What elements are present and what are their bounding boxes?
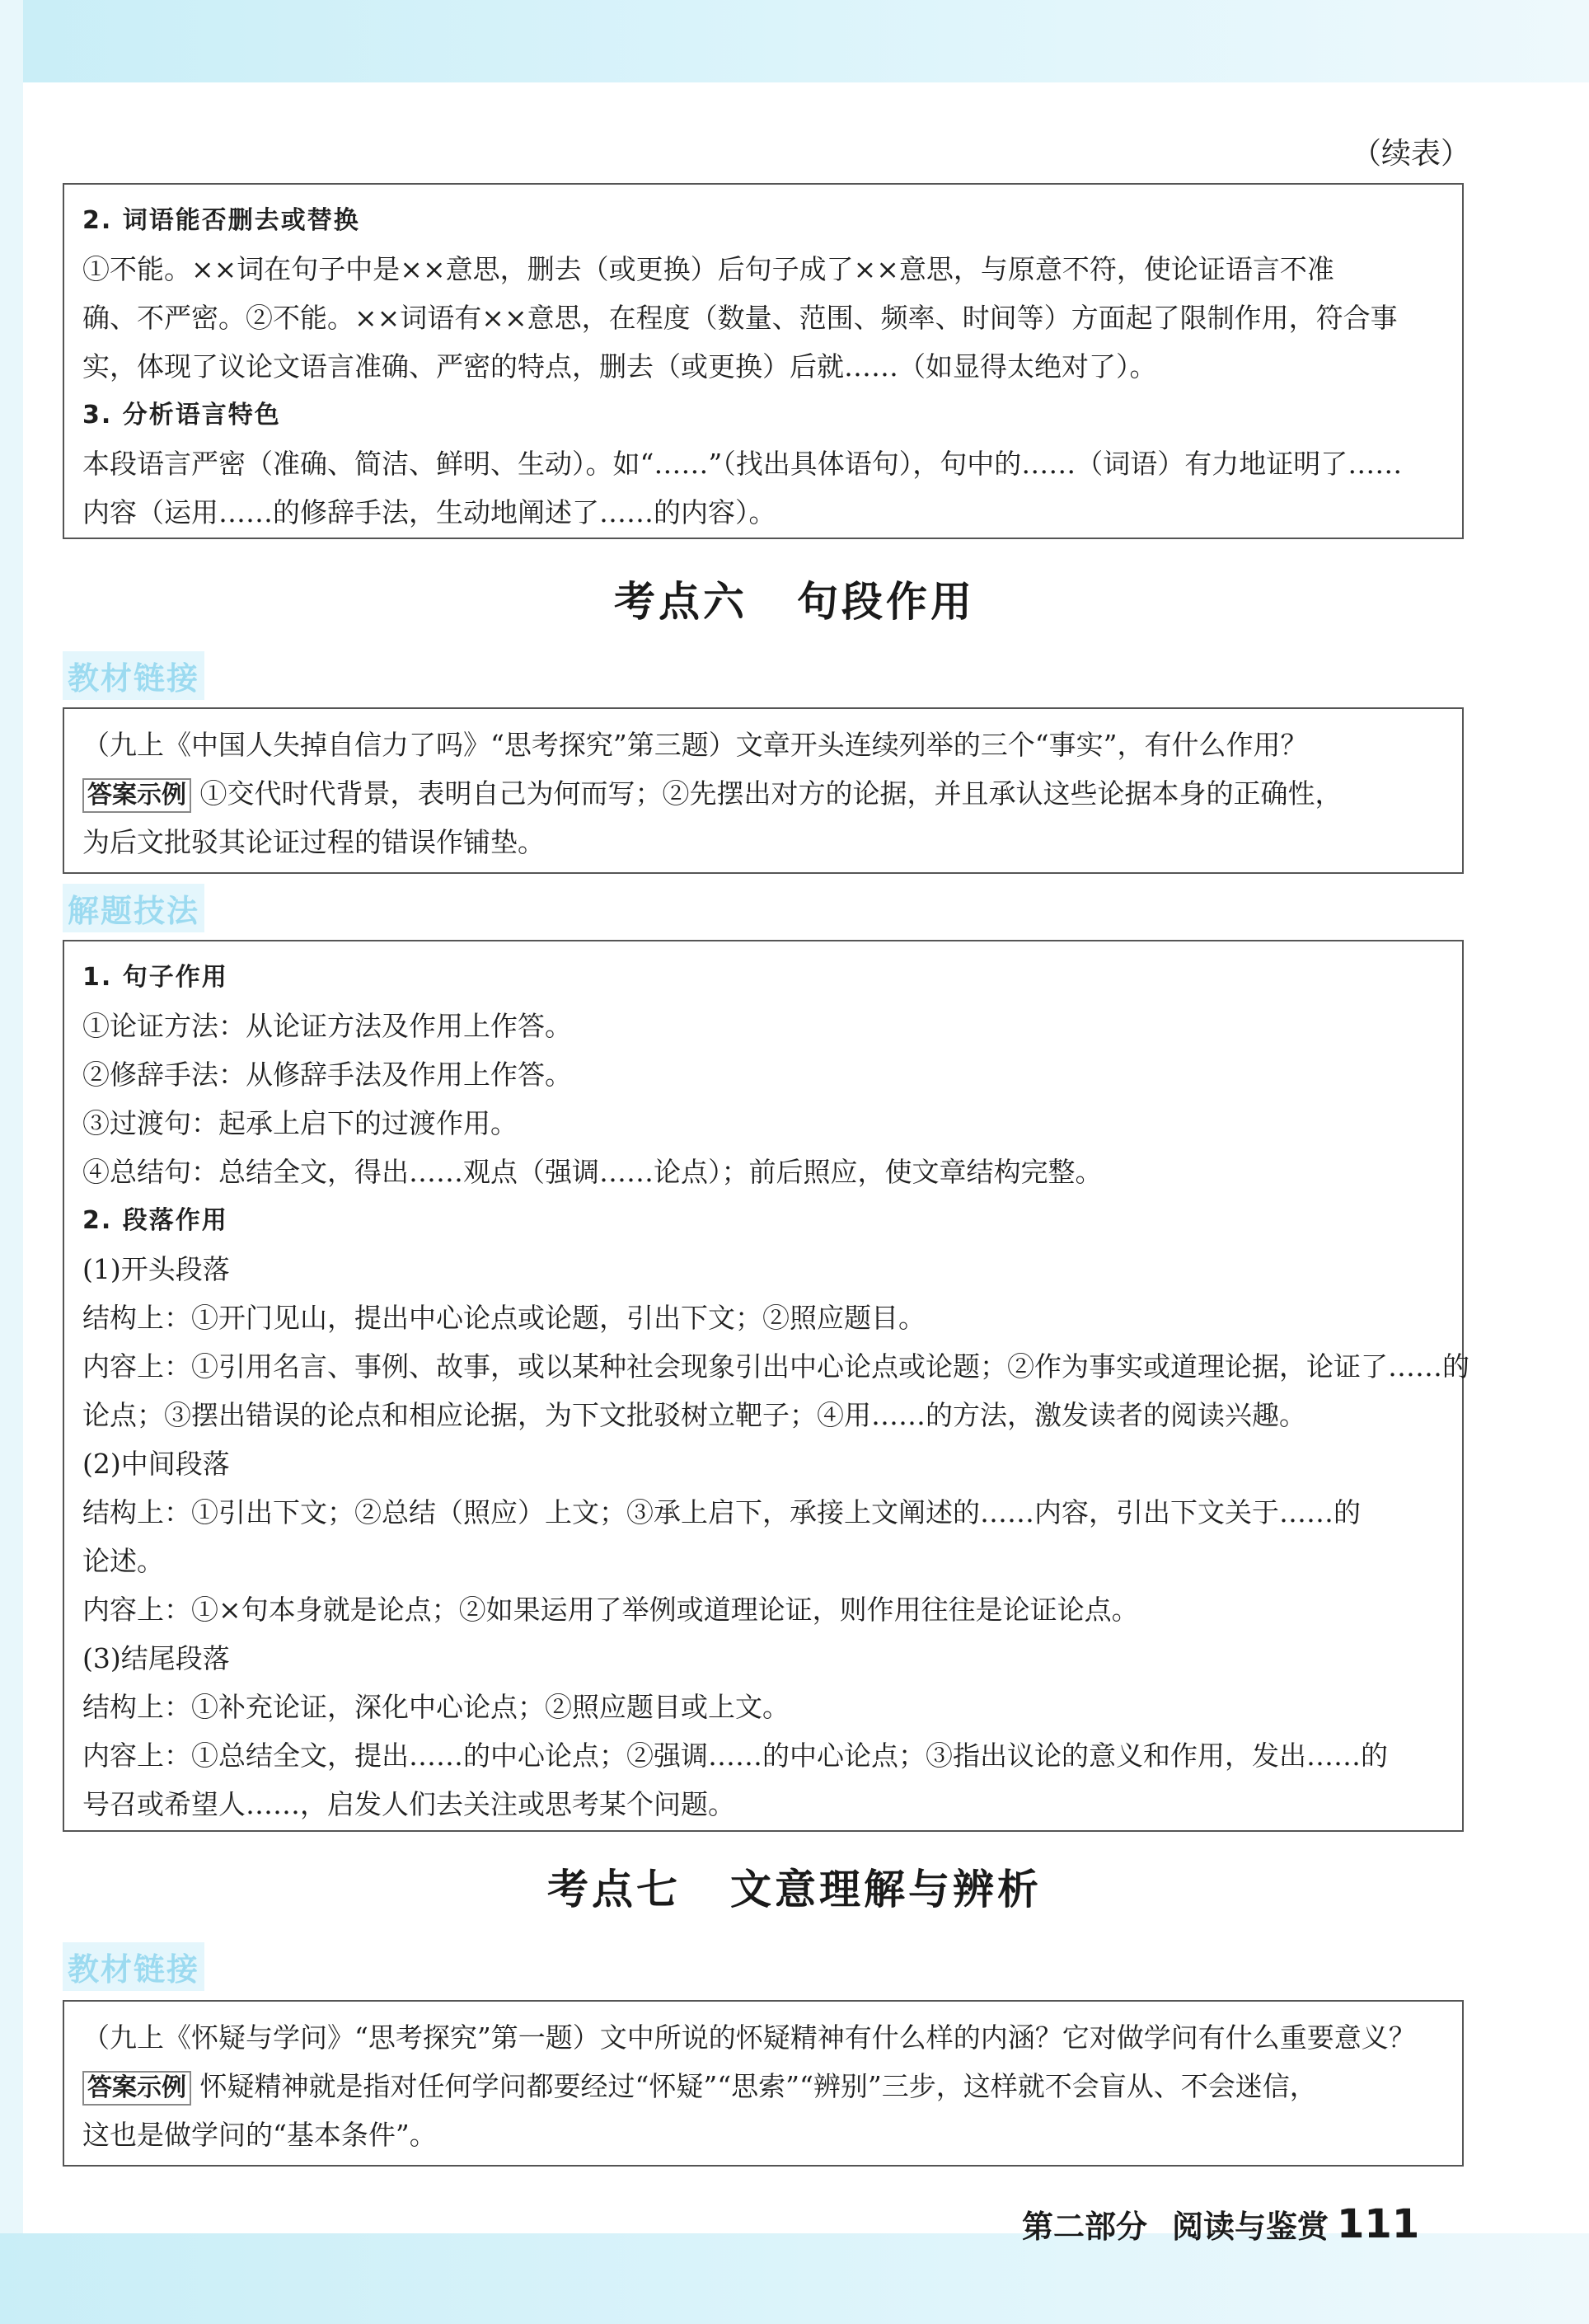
textbook-link-tag: 教材链接	[63, 651, 204, 700]
text-line: 确、不严密。②不能。××词语有××意思，在程度（数量、范围、频率、时间等）方面起了限制作用，符合事	[82, 302, 1398, 334]
section-title	[0, 1857, 1589, 1916]
section-label: 考点六	[614, 578, 748, 626]
text-line: (2)中间段落	[82, 1448, 230, 1480]
continued-label: （续表）	[1352, 137, 1471, 171]
text-line: 结构上：①补充论证，深化中心论点；②照应题目或上文。	[82, 1691, 790, 1723]
answer-text: ①交代时代背景，表明自己为何而写；②先摆出对方的论据，并且承认这些论据本身的正确性，	[199, 777, 1343, 810]
subheading: 2. 段落作用	[82, 1206, 228, 1235]
section-name: 句段作用	[797, 578, 975, 626]
text-line: 内容上：①总结全文，提出……的中心论点；②强调……的中心论点；③指出议论的意义和作用，发出……的	[82, 1739, 1388, 1772]
text-line: 论述。	[82, 1545, 164, 1577]
top-decor-band	[0, 0, 1589, 82]
question-text: （九上《怀疑与学问》“思考探究”第一题）文中所说的怀疑精神有什么样的内涵？它对做学问有什么重要意义？	[82, 2021, 1416, 2054]
page-number: 111	[1337, 2201, 1420, 2247]
text-line: 实，体现了议论文语言准确、严密的特点，删去（或更换）后就……（如显得太绝对了）。	[82, 350, 1157, 383]
answer-text: 为后文批驳其论证过程的错误作铺垫。	[82, 826, 545, 858]
left-decor-band	[0, 0, 23, 2324]
text-line: 结构上：①开门见山，提出中心论点或论题，引出下文；②照应题目。	[82, 1302, 926, 1334]
section-title	[0, 569, 1589, 628]
footer-section: 阅读与鉴赏	[1172, 2209, 1329, 2245]
text-line: ③过渡句：起承上启下的过渡作用。	[82, 1107, 518, 1139]
text-line: ④总结句：总结全文，得出……观点（强调……论点）；前后照应，使文章结构完整。	[82, 1156, 1103, 1188]
text-line: 内容上：①×句本身就是论点；②如果运用了举例或道理论证，则作用往往是论证论点。	[82, 1594, 1139, 1626]
solving-method-tag: 解题技法	[63, 884, 204, 932]
textbook-question-box	[63, 707, 1464, 874]
question-text: （九上《中国人失掉自信力了吗》“思考探究”第三题）文章开头连续列举的三个“事实”，有什么作用？	[82, 729, 1308, 761]
text-line: 内容（运用……的修辞手法，生动地阐述了……的内容）。	[82, 496, 776, 528]
page-footer	[1022, 2201, 1419, 2247]
subheading: 1. 句子作用	[82, 963, 228, 992]
text-line: 本段语言严密（准确、简洁、鲜明、生动）。如“……”（找出具体语句），句中的……（词语）有力地证明了……	[82, 448, 1403, 480]
textbook-question-box	[63, 2000, 1464, 2167]
text-line: 结构上：①引出下文；②总结（照应）上文；③承上启下，承接上文阐述的……内容，引出下文关于……的	[82, 1496, 1361, 1528]
continued-table-box	[63, 183, 1464, 539]
answer-text: 这也是做学问的“基本条件”。	[82, 2119, 437, 2151]
text-line: (3)结尾段落	[82, 1642, 230, 1674]
text-line: ①论证方法：从论证方法及作用上作答。	[82, 1010, 572, 1042]
text-line: ②修辞手法：从修辞手法及作用上作答。	[82, 1059, 572, 1091]
subheading: 3. 分析语言特色	[82, 401, 281, 430]
answer-text: 怀疑精神就是指对任何学问都要经过“怀疑”“思索”“辨别”三步，这样就不会盲从、不会迷信，	[199, 2070, 1317, 2102]
text-line: 论点；③摆出错误的论点和相应论据，为下文批驳树立靶子；④用……的方法，激发读者的阅读兴趣。	[82, 1399, 1306, 1431]
method-box	[63, 940, 1469, 1832]
text-line: 内容上：①引用名言、事例、故事，或以某种社会现象引出中心论点或论题；②作为事实或道理论据，论证了……的	[82, 1350, 1469, 1383]
text-line: ①不能。××词在句子中是××意思，删去（或更换）后句子成了××意思，与原意不符，使论证语言不准	[82, 253, 1334, 285]
text-line: (1)开头段落	[82, 1253, 230, 1285]
section-name: 文意理解与辨析	[730, 1866, 1042, 1913]
section-label: 考点七	[547, 1866, 681, 1913]
subheading: 2. 词语能否删去或替换	[82, 206, 360, 235]
text-line: 号召或希望人……，启发人们去关注或思考某个问题。	[82, 1788, 735, 1820]
footer-part: 第二部分	[1022, 2209, 1148, 2245]
answer-example-label: 答案示例	[82, 778, 191, 813]
textbook-link-tag: 教材链接	[63, 1942, 204, 1991]
answer-example-label: 答案示例	[82, 2071, 191, 2106]
